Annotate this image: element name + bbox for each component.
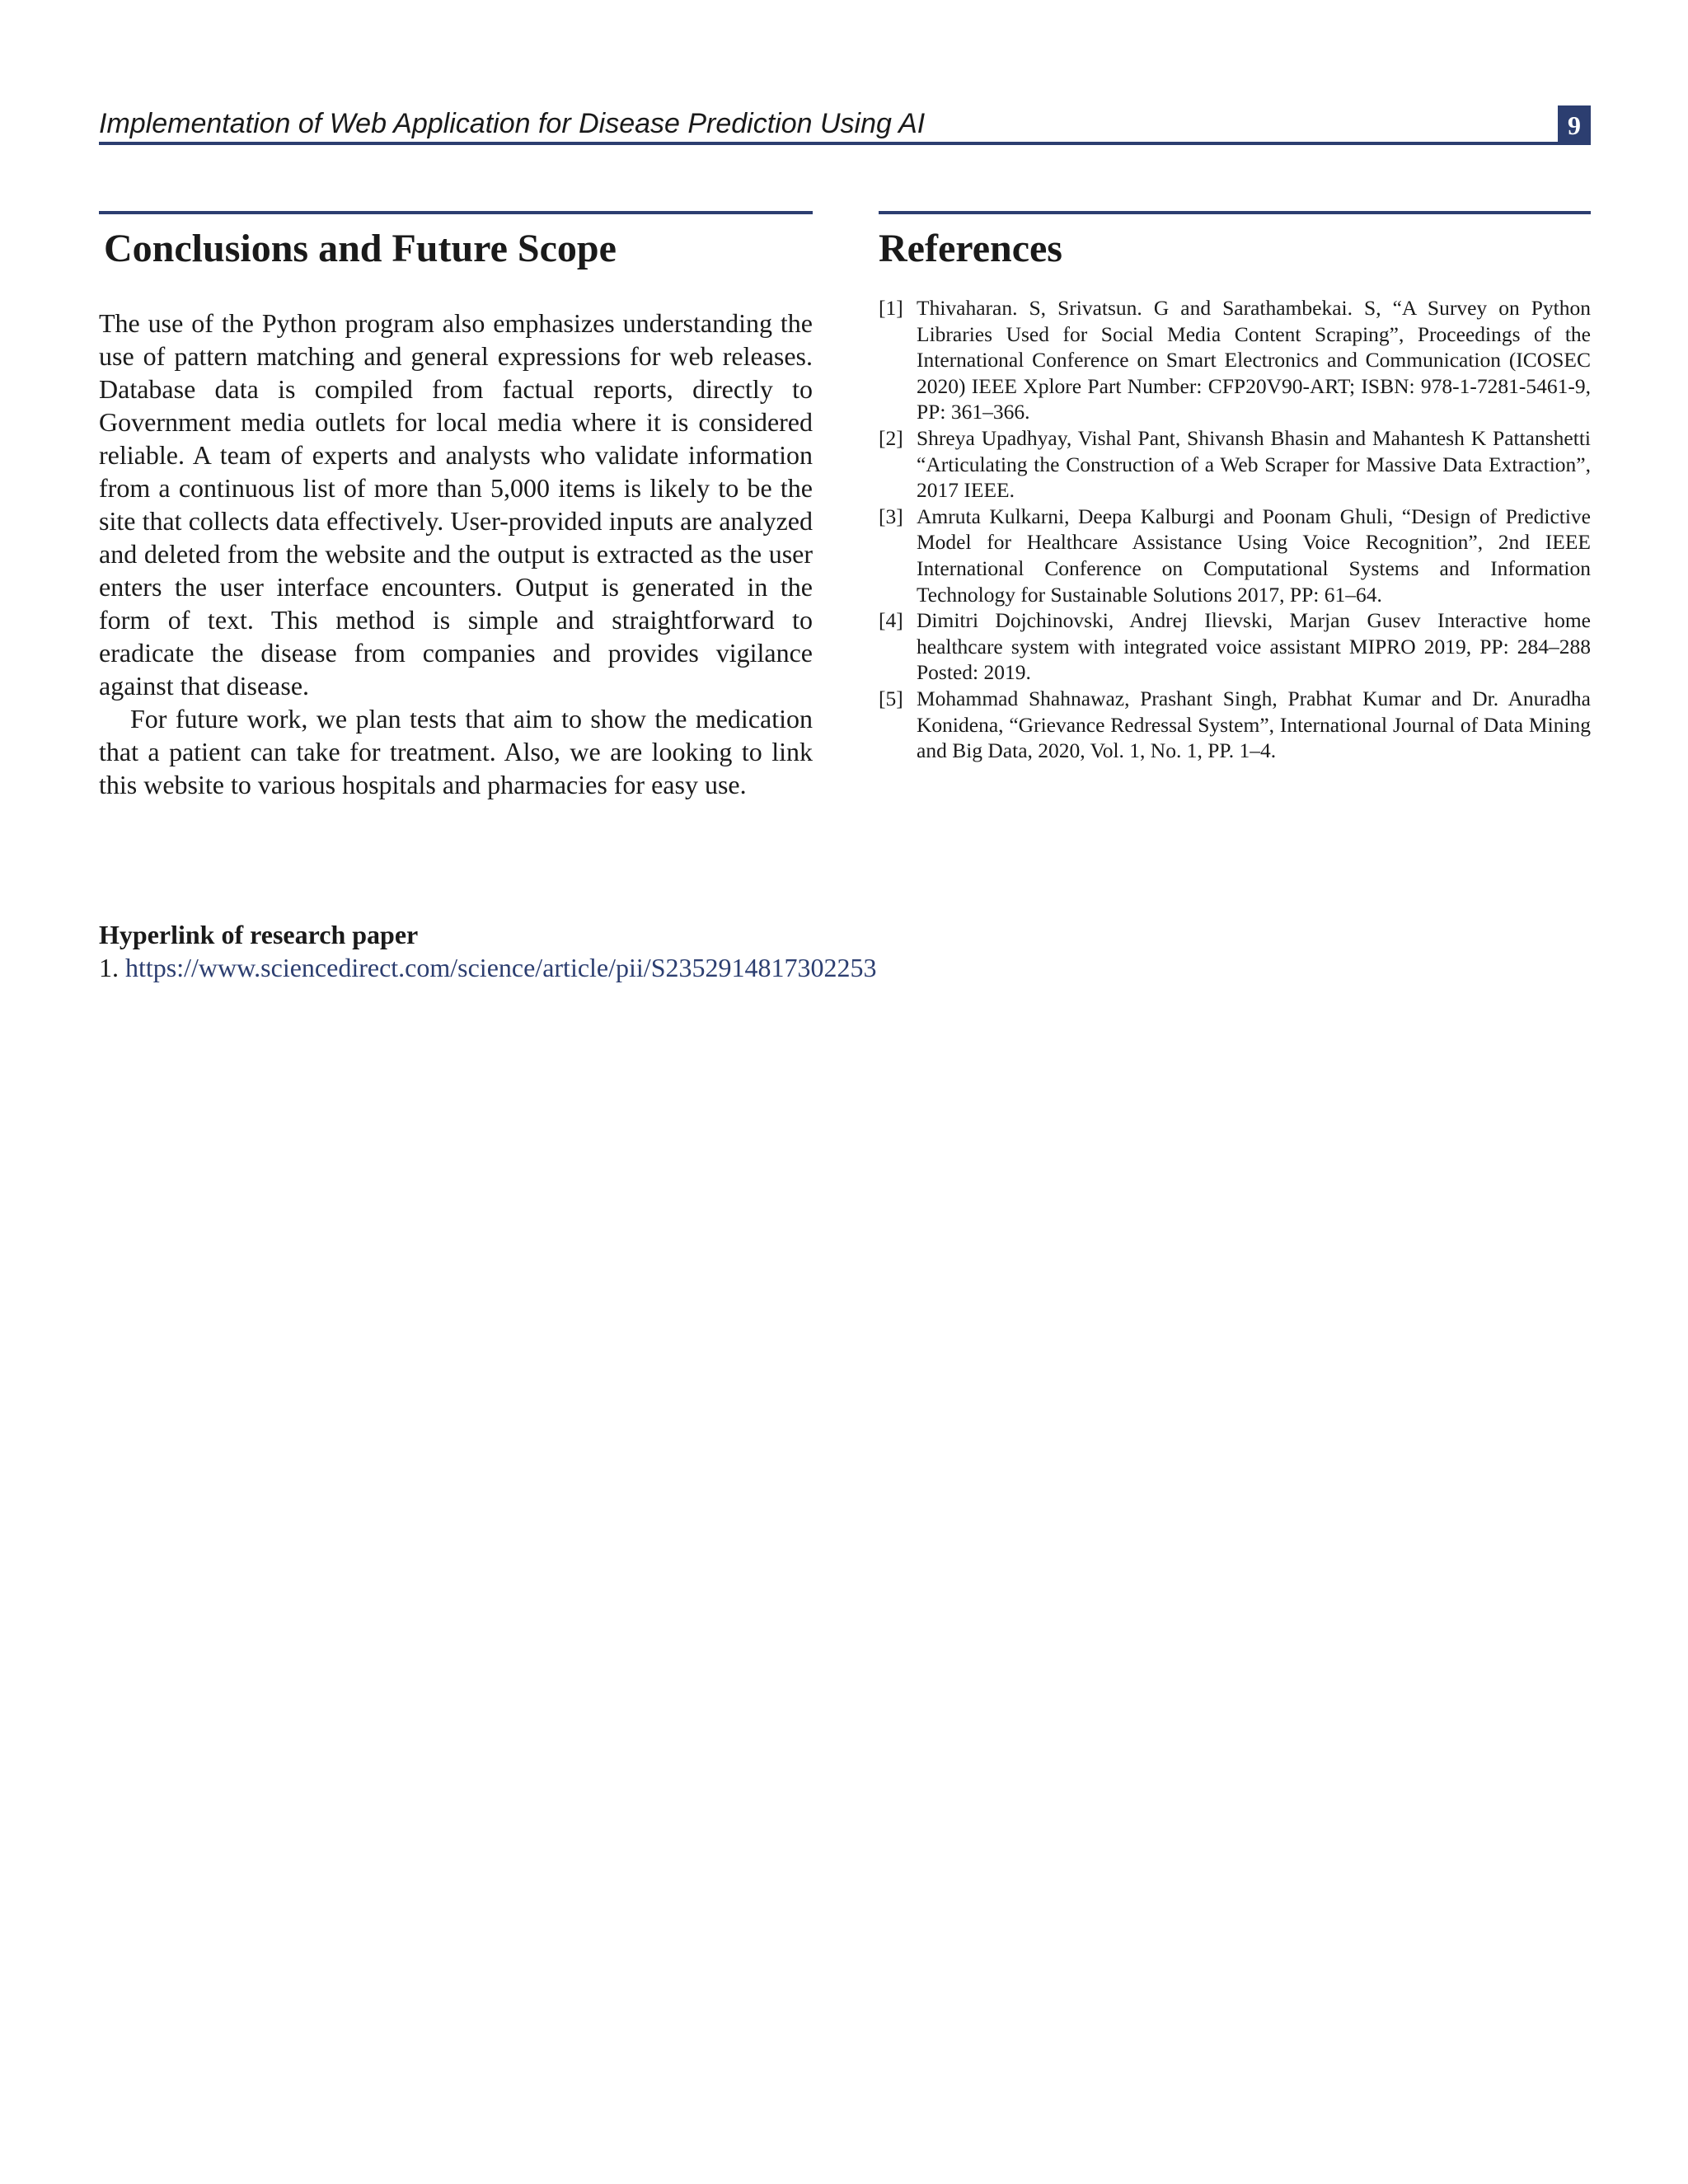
reference-item-5	[879, 686, 1591, 764]
reference-list	[879, 295, 1591, 764]
reference-number: [2]	[879, 425, 903, 450]
hyperlink-heading: Hyperlink of research paper	[99, 920, 419, 949]
references-heading: References	[879, 211, 1591, 274]
reference-text: Thivaharan. S, Srivatsun. G and Sarathambekai. S, “A Survey on Python Libraries Used for Social Media Content Scraping”, Proceedings of the International Conference on Smart Electronics and Communication (ICOSEC 2020) IEEE Xplore Part Number: CFP20V90-ART; ISBN: 978-1-7281-5461-9, PP: 361–366.	[917, 296, 1591, 424]
reference-text: Amruta Kulkarni, Deepa Kalburgi and Poonam Ghuli, “Design of Predictive Model for Healthcare Assistance Using Voice Recognition”, 2nd IEEE International Conference on Computational Systems and Information Technology for Sustainable Solutions 2017, PP: 61–64.	[917, 504, 1591, 607]
hyperlink-index: 1.	[99, 953, 125, 982]
reference-number: [5]	[879, 686, 903, 710]
conclusions-column	[99, 211, 813, 801]
reference-number: [1]	[879, 296, 903, 320]
reference-item-1	[879, 295, 1591, 425]
reference-item-4	[879, 607, 1591, 686]
reference-number: [3]	[879, 504, 903, 528]
research-paper-link[interactable]: https://www.sciencedirect.com/science/article/pii/S2352914817302253	[125, 953, 877, 982]
reference-text: Mohammad Shahnawaz, Prashant Singh, Prabhat Kumar and Dr. Anuradha Konidena, “Grievance Redressal System”, International Journal of Data Mining and Big Data, 2020, Vol. 1, No. 1, PP. 1–4.	[917, 686, 1591, 763]
conclusions-heading: Conclusions and Future Scope	[99, 211, 813, 274]
reference-text: Shreya Upadhyay, Vishal Pant, Shivansh Bhasin and Mahantesh K Pattanshetti “Articulating the Construction of a Web Scraper for Massive Data Extraction”, 2017 IEEE.	[917, 425, 1591, 503]
conclusions-body	[99, 307, 813, 801]
running-title: Implementation of Web Application for Disease Prediction Using AI	[99, 108, 926, 139]
reference-text: Dimitri Dojchinovski, Andrej Ilievski, Marjan Gusev Interactive home healthcare system with integrated voice assistant MIPRO 2019, PP: 284–288 Posted: 2019.	[917, 608, 1591, 685]
hyperlink-section	[99, 918, 1591, 984]
hyperlink-line	[99, 951, 1591, 984]
reference-item-2	[879, 425, 1591, 504]
references-column	[879, 211, 1591, 777]
conclusions-paragraph-2: For future work, we plan tests that aim to show the medication that a patient can take for treatment. Also, we are looking to link this website to various hospitals and pharmacies for easy use.	[99, 704, 813, 799]
reference-item-3	[879, 504, 1591, 607]
running-header	[99, 102, 1591, 145]
page-number: 9	[1558, 105, 1591, 145]
reference-number: [4]	[879, 608, 903, 633]
conclusions-paragraph-1: The use of the Python program also emphasizes understanding the use of pattern matching and general expressions for web releases. Database data is compiled from factual reports, directly to Government media outlets for local media where it is considered reliable. A team of experts and analysts who validate information from a continuous list of more than 5,000 items is likely to be the site that collects data effectively. User-provided inputs are analyzed and deleted from the website and the output is extracted as the user enters the user interface encounters. Output is generated in the form of text. This method is simple and straightforward to eradicate the disease from companies and provides vigilance against that disease.	[99, 308, 813, 701]
